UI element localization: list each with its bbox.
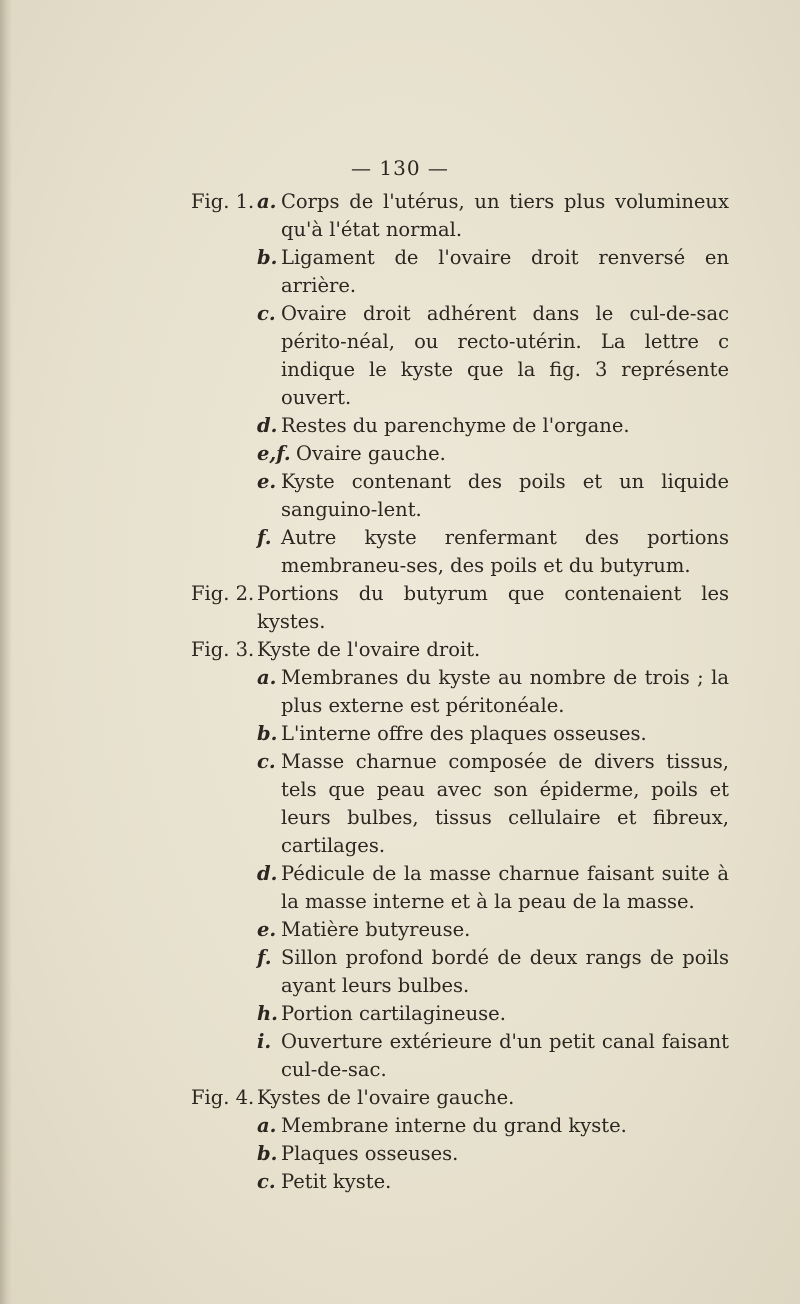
item-letter: f. [257, 526, 272, 549]
item-description: Petit kyste. [281, 1170, 392, 1193]
legend-entry [0, 1084, 800, 1112]
figure-label: Fig. 4. [191, 1086, 255, 1109]
legend-entry [0, 244, 800, 300]
legend-entry [0, 1112, 800, 1140]
item-letter: e. [257, 470, 277, 493]
legend-entry [0, 916, 800, 944]
item-description: Kystes de l'ovaire gauche. [257, 1086, 515, 1109]
item-letter: a. [257, 666, 277, 689]
item-description: Portions du butyrum que contenaient les kystes. [257, 582, 729, 633]
figure-legend [0, 188, 800, 1196]
figure-label: Fig. 2. [191, 582, 255, 605]
item-letter: a. [257, 1114, 277, 1137]
item-description: L'interne offre des plaques osseuses. [281, 722, 647, 745]
figure-label: Fig. 1. [191, 190, 255, 213]
legend-entry [0, 1000, 800, 1028]
item-description: Autre kyste renfermant des portions membraneu-ses, des poils et du butyrum. [281, 526, 729, 577]
item-letter: d. [257, 862, 278, 885]
legend-entry [0, 664, 800, 720]
item-letter: f. [257, 946, 272, 969]
legend-entry [0, 524, 800, 580]
item-description: Pédicule de la masse charnue faisant suite à la masse interne et à la peau de la masse. [281, 862, 729, 913]
legend-entry [0, 440, 800, 468]
item-letter: d. [257, 414, 278, 437]
item-description: Kyste contenant des poils et un liquide sanguino-lent. [281, 470, 729, 521]
item-letter: c. [257, 302, 276, 325]
legend-entry [0, 860, 800, 916]
item-description: Restes du parenchyme de l'organe. [281, 414, 630, 437]
item-letter: b. [257, 722, 278, 745]
item-letter: c. [257, 1170, 276, 1193]
item-letter: b. [257, 1142, 278, 1165]
item-description: Portion cartilagineuse. [281, 1002, 506, 1025]
legend-entry [0, 944, 800, 1000]
legend-entry [0, 300, 800, 412]
legend-entry [0, 412, 800, 440]
legend-entry [0, 748, 800, 860]
page-number: — 130 — [351, 156, 449, 180]
item-letter: e,f. [257, 442, 291, 465]
item-description: Corps de l'utérus, un tiers plus volumineux qu'à l'état normal. [281, 190, 729, 241]
legend-entry [0, 720, 800, 748]
legend-entry [0, 580, 800, 636]
item-description: Ligament de l'ovaire droit renversé en arrière. [281, 246, 729, 297]
item-letter: a. [257, 190, 277, 213]
item-letter: b. [257, 246, 278, 269]
item-letter: i. [257, 1030, 272, 1053]
figure-label: Fig. 3. [191, 638, 255, 661]
item-letter: h. [257, 1002, 278, 1025]
legend-entry [0, 1028, 800, 1084]
item-description: Membrane interne du grand kyste. [281, 1114, 627, 1137]
item-description: Matière butyreuse. [281, 918, 471, 941]
item-letter: e. [257, 918, 277, 941]
item-letter: c. [257, 750, 276, 773]
item-description: Plaques osseuses. [281, 1142, 459, 1165]
item-description: Ovaire droit adhérent dans le cul-de-sac périto-néal, ou recto-utérin. La lettre c indique le kyste que la fig. 3 représente ouvert. [281, 302, 729, 409]
item-description: Membranes du kyste au nombre de trois ; la plus externe est péritonéale. [281, 666, 729, 717]
legend-entry [0, 1140, 800, 1168]
item-description: Ouverture extérieure d'un petit canal faisant cul-de-sac. [281, 1030, 729, 1081]
legend-entry [0, 1168, 800, 1196]
item-description: Sillon profond bordé de deux rangs de poils ayant leurs bulbes. [281, 946, 729, 997]
item-description: Kyste de l'ovaire droit. [257, 638, 481, 661]
legend-entry [0, 468, 800, 524]
item-description: Masse charnue composée de divers tissus, tels que peau avec son épiderme, poils et leurs bulbes, tissus cellulaire et fibreux, cartilages. [281, 750, 729, 857]
legend-entry [0, 188, 800, 244]
legend-entry [0, 636, 800, 664]
item-description: Ovaire gauche. [296, 442, 446, 465]
